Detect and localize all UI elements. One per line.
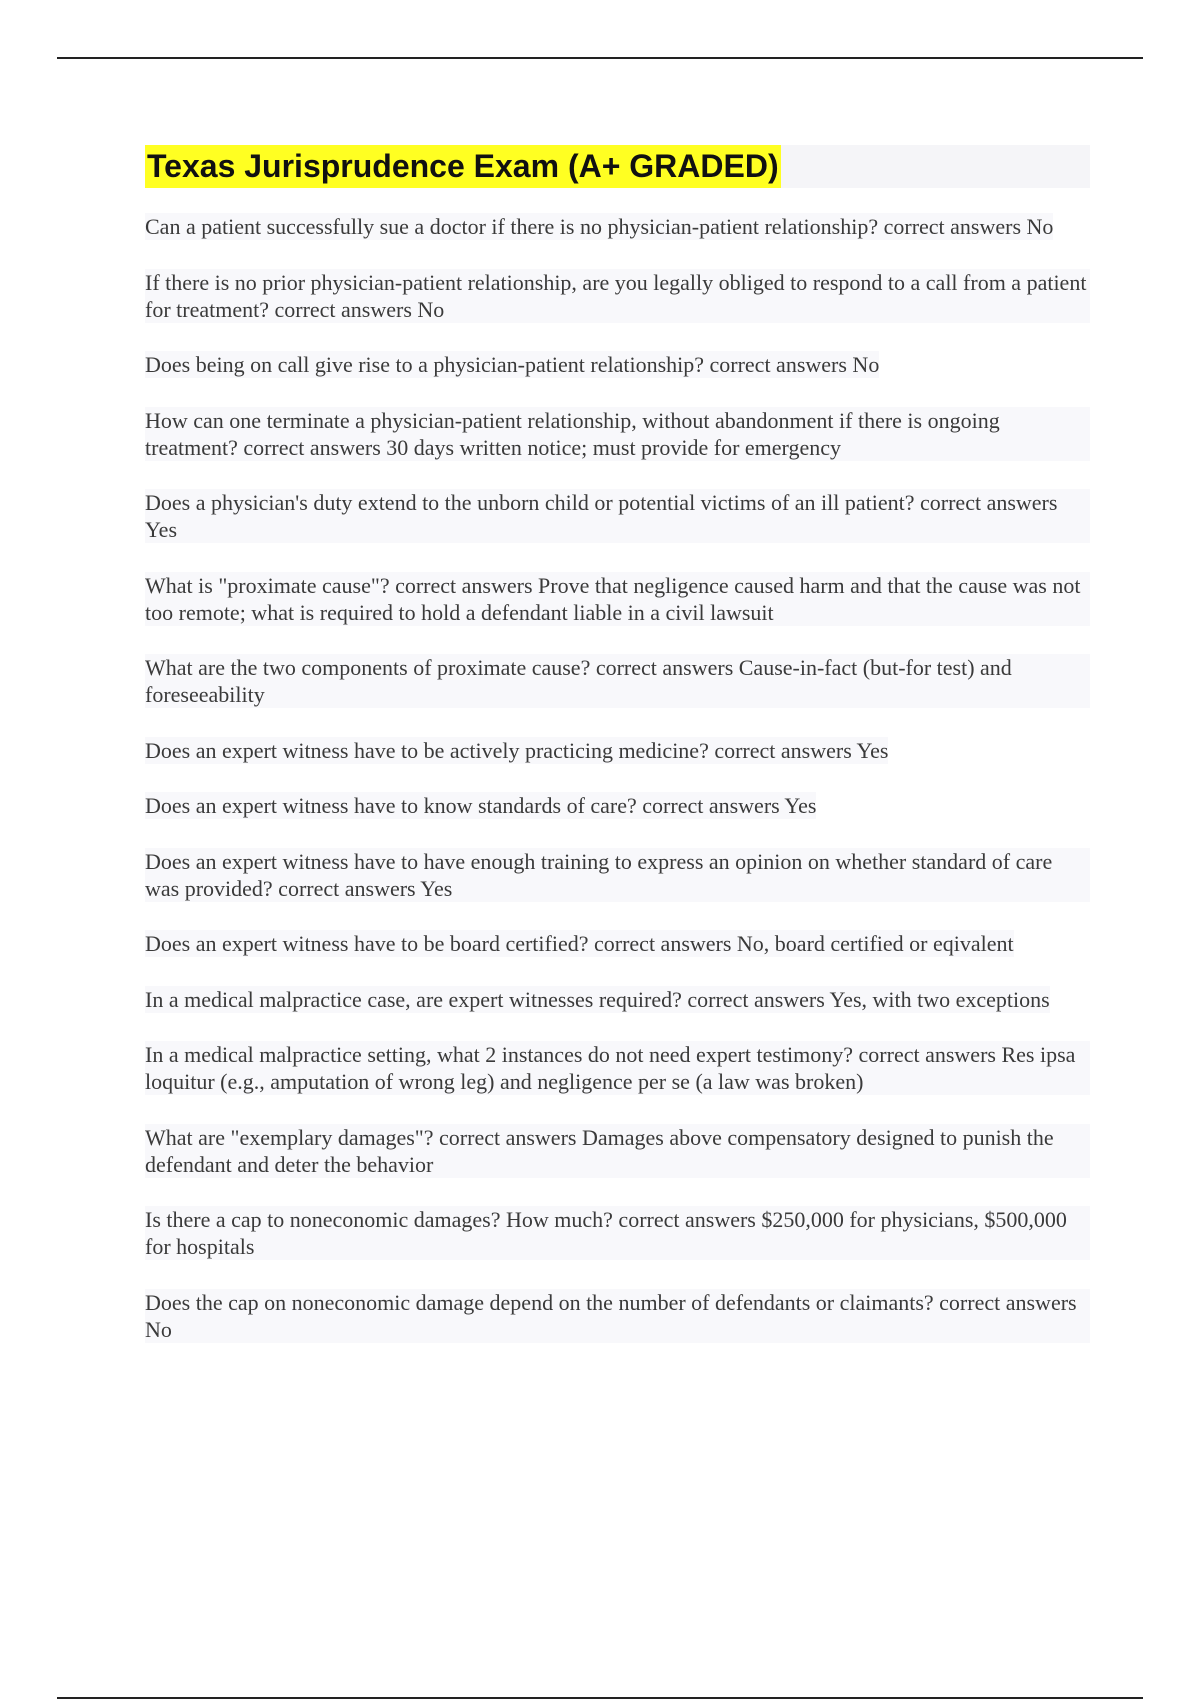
qa-item-11: Does an expert witness have to be board certified? correct answers No, board certified or eqivalent xyxy=(145,931,1014,956)
document-title: Texas Jurisprudence Exam (A+ GRADED) xyxy=(145,145,781,188)
qa-item-3: Does being on call give rise to a physician-patient relationship? correct answers No xyxy=(145,352,880,377)
qa-item-5: Does a physician's duty extend to the unborn child or potential victims of an ill patient? correct answers Yes xyxy=(145,489,1090,543)
qa-item-13: In a medical malpractice setting, what 2 instances do not need expert testimony? correct answers Res ipsa loquitur (e.g., amputation of wrong leg) and negligence per se (a law was broken) xyxy=(145,1041,1090,1095)
qa-item-2: If there is no prior physician-patient relationship, are you legally obliged to respond to a call from a patient for treatment? correct answers No xyxy=(145,269,1090,323)
qa-item-10: Does an expert witness have to have enough training to express an opinion on whether standard of care was provided? correct answers Yes xyxy=(145,848,1090,902)
qa-item-8: Does an expert witness have to be actively practicing medicine? correct answers Yes xyxy=(145,737,889,763)
qa-item-7: What are the two components of proximate cause? correct answers Cause-in-fact (but-for test) and foreseeability xyxy=(145,654,1090,708)
qa-item-4: How can one terminate a physician-patient relationship, without abandonment if there is ongoing treatment? correct answers 30 days written notice; must provide for emergency xyxy=(145,407,1090,461)
qa-item-1: Can a patient successfully sue a doctor if there is no physician-patient relationship? correct answers No xyxy=(145,214,1054,239)
qa-item-16: Does the cap on noneconomic damage depend on the number of defendants or claimants? correct answers No xyxy=(145,1289,1090,1343)
qa-item-6: What is "proximate cause"? correct answers Prove that negligence caused harm and that the cause was not too remote; what is required to hold a defendant liable in a civil lawsuit xyxy=(145,572,1090,626)
qa-item-14: What are "exemplary damages"? correct answers Damages above compensatory designed to punish the defendant and deter the behavior xyxy=(145,1124,1090,1178)
top-rule xyxy=(57,57,1143,59)
qa-item-9: Does an expert witness have to know standards of care? correct answers Yes xyxy=(145,793,817,818)
bottom-rule xyxy=(57,1697,1143,1699)
document-body xyxy=(145,145,1090,1371)
qa-item-15: Is there a cap to noneconomic damages? How much? correct answers $250,000 for physicians, $500,000 for hospitals xyxy=(145,1206,1090,1260)
qa-item-12: In a medical malpractice case, are expert witnesses required? correct answers Yes, with two exceptions xyxy=(145,986,1050,1012)
title-band xyxy=(145,145,1090,188)
